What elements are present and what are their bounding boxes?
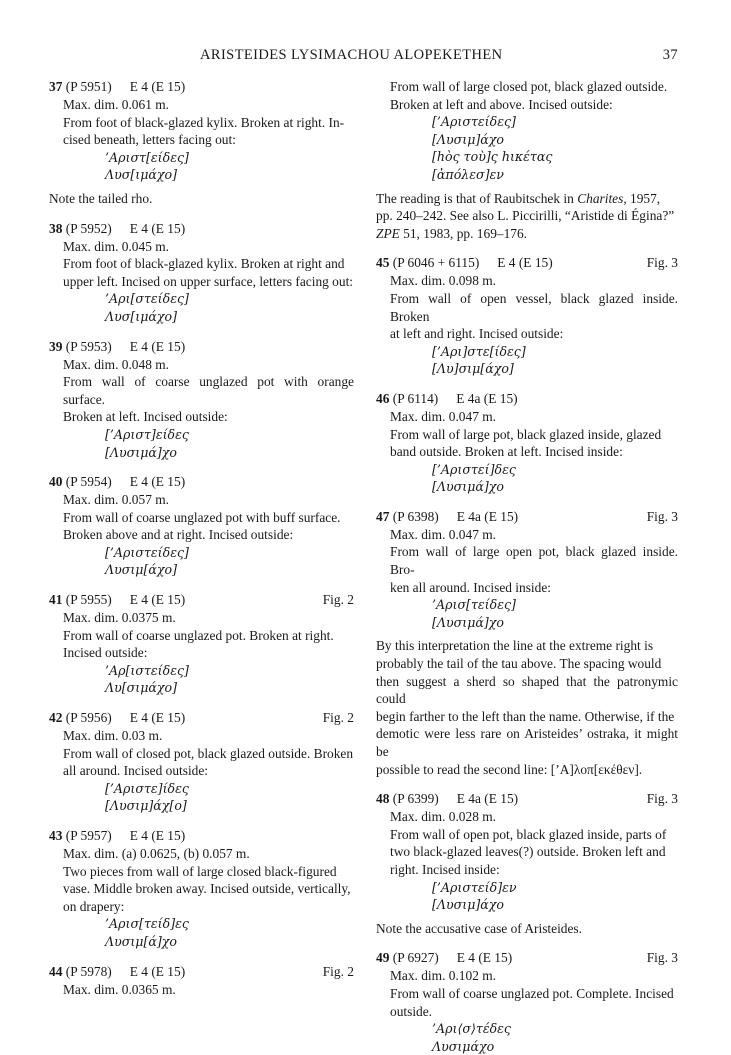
entry-heading [49,591,354,609]
greek-inscription-line: [ἀπόλεσ]εν [432,166,504,182]
inventory-number: (P 5978) [65,963,112,979]
deposit-context: E 4 (E 15) [129,592,186,608]
deposit-context: E 4 (E 15) [129,79,186,94]
journal-title: Charites [577,190,624,206]
entry-heading [376,390,678,408]
inventory-number: (P 5953) [65,338,112,354]
entry-description-line: Incised outside: [63,645,148,661]
entry-description-line: vase. Middle broken away. Incised outside, vertically, [63,881,351,897]
greek-inscription-line: Λυσ[ιμάχο] [105,167,178,183]
greek-inscription-line: ’Αρι[στείδες] [105,291,189,307]
catalogue-entry-44 [49,963,354,999]
entry-description-line: all around. Incised outside: [63,763,209,779]
entry-number: 44 [49,963,63,979]
catalogue-entry-43 [49,827,354,951]
catalogue-entry-37 [49,78,354,208]
deposit-context: E 4 (E 15) [129,220,186,236]
max-dimension: Max. dim. (a) 0.0625, (b) 0.057 m. [63,846,250,861]
entry-description-line: From wall of open pot, black glazed inside, parts of [390,826,667,842]
entry-number: 41 [49,592,63,608]
entry-description-line: Two pieces from wall of large closed black-figured [63,863,337,879]
max-dimension: Max. dim. 0.03 m. [63,728,163,744]
entry-number: 46 [376,390,390,406]
catalogue-entry-49 [376,949,678,1055]
entry-description-line: band outside. Broken at left. Incised inside: [390,444,623,460]
entry-description-line: Broken above and at right. Incised outside: [63,527,294,543]
catalogue-entry-45 [376,254,678,378]
greek-inscription-line: [’Αριστείδες] [432,114,516,130]
inventory-number: (P 5956) [65,710,112,726]
inventory-number: (P 6927) [392,950,439,966]
deposit-context: E 4a (E 15) [456,791,519,807]
running-title: ARISTEIDES LYSIMACHOU ALOPEKETHEN [200,47,503,63]
max-dimension: Max. dim. 0.048 m. [63,356,170,372]
max-dimension: Max. dim. 0.057 m. [63,492,170,508]
commentary-line: begin farther to the left than the name. Otherwise, if the [376,708,675,724]
entry-number: 42 [49,710,63,726]
entry-heading [376,254,678,272]
figure-reference: Fig. 2 [322,592,354,608]
commentary-line: probably the tail of the tau above. The spacing would [376,656,662,672]
entry-heading [49,709,354,727]
entry-description-line: two black-glazed leaves(?) outside. Broken left and [390,844,666,860]
entry-number: 48 [376,791,390,807]
max-dimension: Max. dim. 0.028 m. [390,809,497,825]
journal-title: ZPE [376,225,400,241]
inventory-number: (P 6114) [392,390,439,406]
entry-heading [49,220,354,238]
figure-reference: Fig. 3 [646,791,678,807]
greek-inscription-line: [’Αριστε]ίδες [105,780,189,796]
greek-inscription-line: [’Αριστείδες] [105,544,189,560]
greek-inscription-line: Λυσιμ[άχο] [105,562,178,578]
greek-inscription-line: ’Αρισ[τείδ]ες [105,916,189,932]
commentary-paragraph: The reading is that of Raubitschek in Charites, 1957, pp. 240–242. See also L. Piccirilli, “Aristide di Égina?” ZPE 51, 1983, pp. 169–176. [376,190,675,241]
figure-reference: Fig. 3 [646,950,678,966]
catalogue-entry-47 [376,508,678,778]
entry-number: 47 [376,508,390,524]
greek-inscription-line: [’Αρι]στε[ίδες] [432,343,526,359]
entry-heading [376,790,678,808]
page-number: 37 [662,47,678,63]
entry-description-line: Broken at left and above. Incised outside: [390,96,613,112]
entry-number: 49 [376,950,390,966]
greek-inscription-line: Λυ[σιμάχο] [105,680,178,696]
max-dimension: Max. dim. 0.0375 m. [63,610,176,626]
catalogue-entry-46 [376,390,678,496]
entry-description-line: at left and right. Incised outside: [390,326,564,342]
deposit-context: E 4 (E 15) [129,474,186,490]
figure-reference: Fig. 3 [646,508,678,524]
greek-inscription-line: [Λυσιμά]χο [432,479,505,495]
catalogue-entry-38 [49,220,354,326]
inventory-number: (P 5951) [65,79,112,94]
inventory-number: (P 5954) [65,474,112,490]
left-column [49,78,354,998]
greek-inscription-line: [Λυσιμά]χο [432,614,505,630]
greek-inscription-line: ’Αρ[ιστείδες] [105,662,189,678]
deposit-context: E 4a (E 15) [456,508,519,524]
entry-description-line: From wall of closed pot, black glazed outside. Broken [63,745,354,761]
greek-inscription-line: [Λυσιμ]άχ[ο] [105,798,187,814]
entry-description-line: From wall of coarse unglazed pot. Broken at right. [63,627,334,643]
entry-description-line: From wall of coarse unglazed pot. Complete. Incised [390,985,674,1001]
max-dimension: Max. dim. 0.098 m. [390,273,497,289]
entry-number: 45 [376,255,390,271]
entry-number: 38 [49,220,63,236]
figure-reference: Fig. 2 [322,710,354,726]
deposit-context: E 4a (E 15) [456,390,518,406]
entry-description-line: From foot of black-glazed kylix. Broken at right and [63,256,345,272]
entry-description-line: upper left. Incised on upper surface, letters facing out: [63,273,354,289]
entry-description-line: From wall of coarse unglazed pot with orange surface. [63,374,354,407]
deposit-context: E 4 (E 15) [456,950,513,966]
catalogue-entry-41 [49,591,354,697]
entry-description-line: Broken at left. Incised outside: [63,409,228,425]
inventory-number: (P 5957) [65,828,112,843]
greek-inscription-line: [’Αριστείδ]εν [432,879,517,895]
deposit-context: E 4 (E 15) [497,255,553,271]
entry-number: 40 [49,474,63,490]
commentary-line: possible to read the second line: [’Α]λοπ[εκέθεν]. [376,761,643,777]
entry-heading [376,949,678,967]
entry-note: Note the accusative case of Aristeides. [376,920,582,936]
entry-heading [49,963,354,981]
deposit-context: E 4 (E 15) [129,828,186,843]
entry-number: 43 [49,828,63,843]
greek-inscription-line: Λυσ[ιμάχο] [105,308,178,324]
greek-inscription-line: Λυσιμ[ά]χο [105,933,178,949]
inventory-number: (P 5955) [65,592,112,608]
entry-description-line: on drapery: [63,898,125,914]
entry-heading [376,508,678,526]
entry-description-line: From foot of black-glazed kylix. Broken at right. In- [63,114,345,130]
deposit-context: E 4 (E 15) [129,710,186,726]
right-column [376,78,678,1055]
max-dimension: Max. dim. 0.061 m. [63,97,170,112]
entry-note: Note the tailed rho. [49,190,153,206]
catalogue-entry-39 [49,338,354,462]
greek-inscription-line: [’Αριστ]είδες [105,426,189,442]
inventory-number: (P 5952) [65,220,112,236]
greek-inscription-line: Λυσιμάχο [432,1038,495,1054]
entry-heading [49,473,354,491]
greek-inscription-line: ’Αρισ[τείδες] [432,597,516,613]
deposit-context: E 4 (E 15) [129,963,186,979]
max-dimension: Max. dim. 0.045 m. [63,238,170,254]
entry-description-line: From wall of large closed pot, black glazed outside. [390,79,668,94]
entry-description-line: ken all around. Incised inside: [390,579,552,595]
deposit-context: E 4 (E 15) [129,338,186,354]
entry-description-line: From wall of coarse unglazed pot with buff surface. [63,509,341,525]
entry-heading [49,827,354,845]
greek-inscription-line: ’Αριστ[είδες] [105,149,189,165]
figure-reference: Fig. 2 [322,963,354,979]
commentary-line: By this interpretation the line at the extreme right is [376,638,654,654]
inventory-number: (P 6046 + 6115) [392,255,480,271]
greek-inscription-line: ’Αρι⟨σ⟩τέδες [432,1021,511,1037]
entry-description-line: From wall of open vessel, black glazed inside. Broken [390,290,678,324]
max-dimension: Max. dim. 0.047 m. [390,526,497,542]
entry-description-line: cised beneath, letters facing out: [63,132,236,148]
running-head [0,47,731,67]
commentary-line: demotic were less rare on Aristeides’ ostraka, it might be [376,726,678,759]
inventory-number: (P 6398) [392,508,439,524]
figure-reference: Fig. 3 [646,255,678,271]
greek-inscription-line: [Λυσιμ]άχο [432,897,505,913]
entry-heading [49,338,354,356]
greek-inscription-line: [’Αριστεί]δες [432,461,516,477]
greek-inscription-line: [Λυσιμ]άχο [432,131,505,147]
entry-44-continuation [376,78,678,254]
commentary-line: then suggest a sherd so shaped that the patronymic could [376,673,678,707]
entry-description-line: right. Incised inside: [390,861,500,877]
entry-description-line: From wall of large pot, black glazed inside, glazed [390,426,662,442]
catalogue-entry-40 [49,473,354,579]
catalogue-entry-42 [49,709,354,815]
greek-inscription-line: [Λυ]σιμ[άχο] [432,361,514,377]
entry-description-line: From wall of large open pot, black glazed inside. Bro- [390,544,678,578]
max-dimension: Max. dim. 0.0365 m. [63,981,176,997]
inventory-number: (P 6399) [392,791,439,807]
greek-inscription-line: [hòς τοὺ]ς hικέτας [432,149,553,165]
max-dimension: Max. dim. 0.047 m. [390,408,497,424]
entry-description-line: outside. [390,1003,433,1019]
greek-inscription-line: [Λυσιμά]χο [105,444,178,460]
right-entries [376,254,678,1055]
entry-number: 39 [49,338,63,354]
entry-number: 37 [49,79,63,94]
catalogue-entry-48 [376,790,678,937]
entry-heading [49,78,354,96]
max-dimension: Max. dim. 0.102 m. [390,968,497,984]
